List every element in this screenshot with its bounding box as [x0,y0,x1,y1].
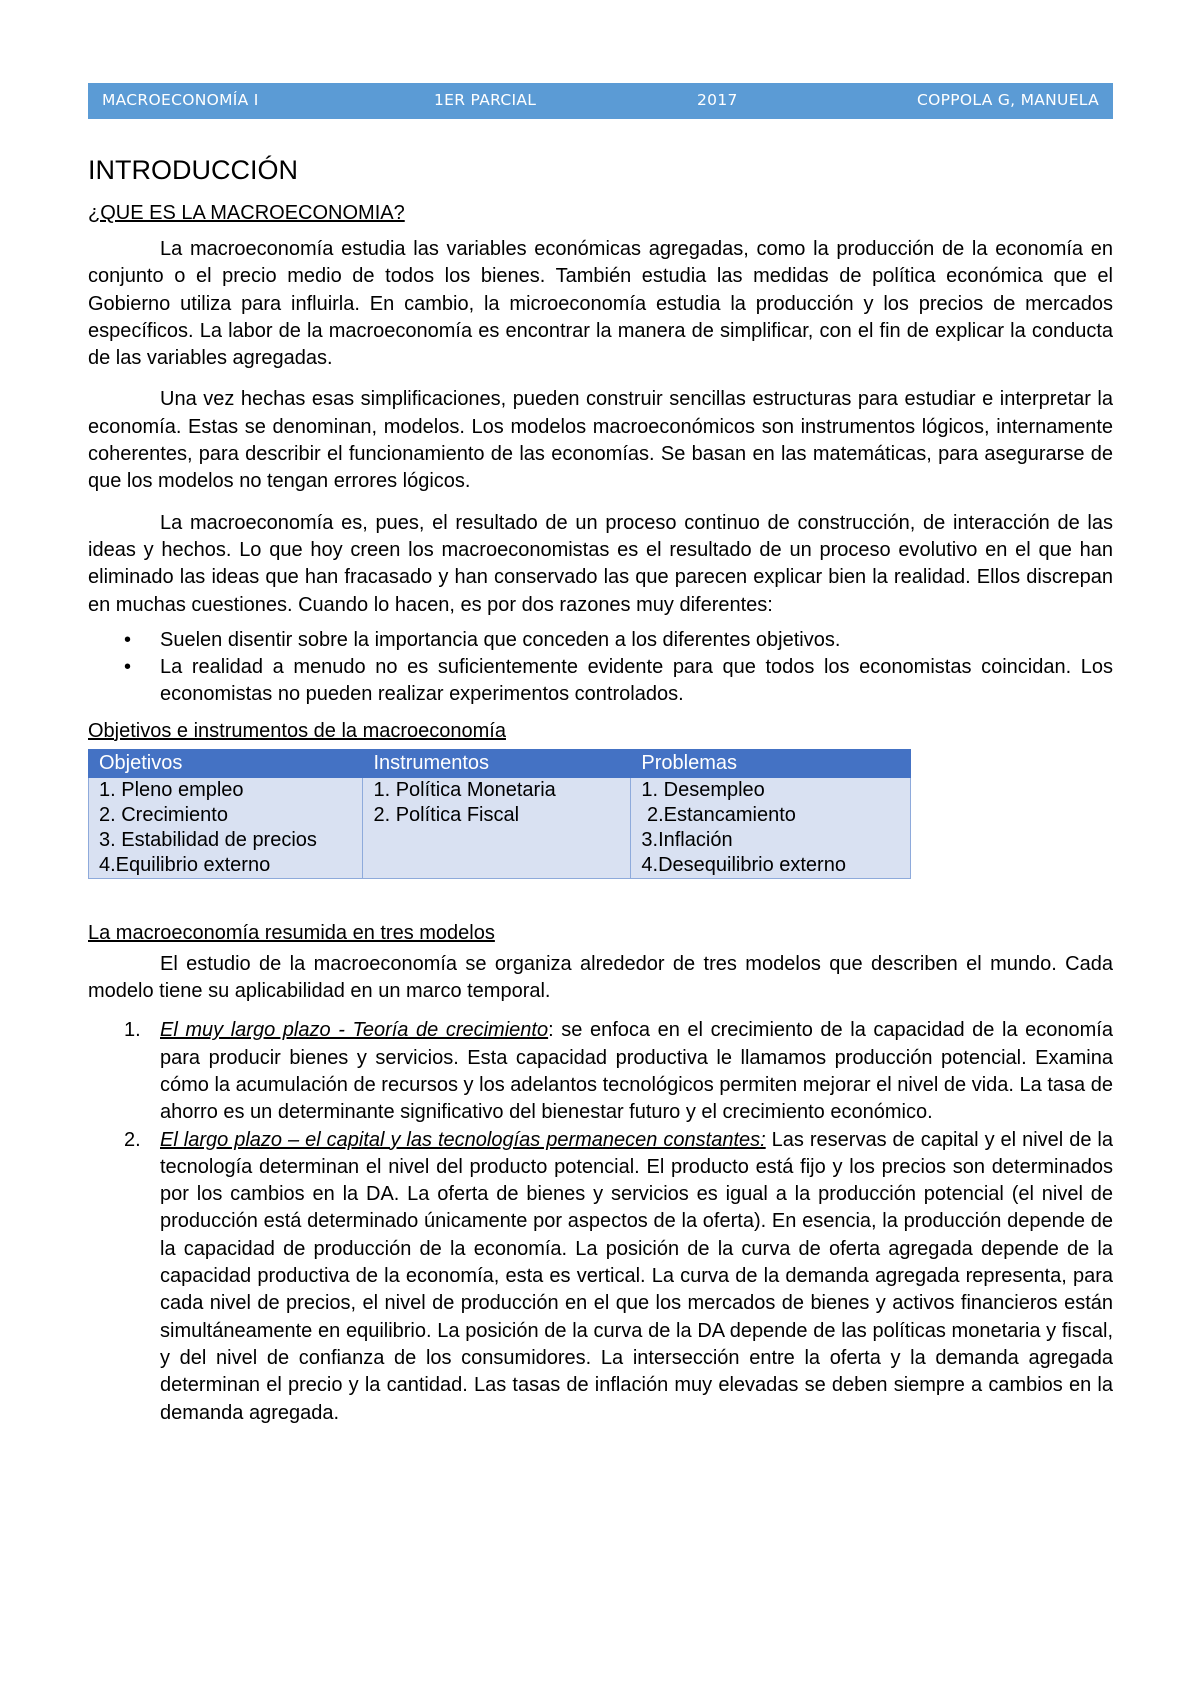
header-year: 2017 [697,91,738,109]
problema-item: 1. Desempleo [641,778,765,801]
objetivo-item: 1. Pleno empleo [99,778,244,801]
bullet-list [88,627,1113,709]
paragraph-1: La macroeconomía estudia las variables económicas agregadas, como la producción de la economía en conjunto o el precio medio de todos los bienes. También estudia las medidas de política económica que el Gobierno utiliza para influirla. En cambio, la microeconomía estudia la producción y los precios de mercados específicos. La labor de la macroeconomía es encontrar la manera de simplificar, con el fin de explicar la conducta de las variables agregadas. [88,238,1113,370]
model-term: El muy largo plazo - Teoría de crecimiento [160,1019,549,1042]
instrumento-item: 1. Política Monetaria [373,778,556,801]
objetivo-item: 2. Crecimiento [99,803,228,826]
page-header-bar [88,83,1113,119]
table-header-instrumentos: Instrumentos [363,749,631,777]
section-heading: ¿QUE ES LA MACROECONOMIA? [88,202,405,224]
table-row [89,777,911,878]
objetivo-item: 4.Equilibrio externo [99,853,271,876]
paragraph-2: Una vez hechas esas simplificaciones, pueden construir sencillas estructuras para estudiar e interpretar la economía. Estas se denominan, modelos. Los modelos macroeconómicos son instrumentos lógicos, internamente coherentes, para describir el funcionamiento de las economías. Se basan en las matemáticas, para asegurarse de que los modelos no tengan errores lógicos. [88,388,1113,493]
models-list [88,1017,1113,1426]
objetivos-cell [89,777,363,878]
instrumento-item: 2. Política Fiscal [373,803,520,826]
bullet-item: • Suelen disentir sobre la importancia que conceden a los diferentes objetivos. [160,627,1113,654]
objetivo-item: 3. Estabilidad de precios [99,828,317,851]
objectives-table [88,749,911,879]
table-header-objetivos: Objetivos [89,749,363,777]
instrumentos-cell [363,777,631,878]
header-author: COPPOLA G, MANUELA [916,91,1099,109]
model-item [124,1017,1113,1126]
model-item [124,1127,1113,1427]
document-body [88,152,1113,1427]
problemas-cell [631,777,911,878]
table-header-row [89,749,911,777]
model-description: : se enfoca en el crecimiento de la capacidad de la economía para producir bienes y servicios. Esta capacidad productiva le llamamos producción potencial. Examina cómo la acumulación de recursos y los adelantos tecnológicos permiten mejorar el nivel de vida. La tasa de ahorro es un determinante significativo del bienestar futuro y el crecimiento económico. [160,1019,1113,1124]
table-header-problemas: Problemas [631,749,911,777]
problema-item: 3.Inflación [641,828,733,851]
bullet-item: • La realidad a menudo no es suficientemente evidente para que todos los economistas coincidan. Los economistas no pueden realizar experimentos controlados. [160,654,1113,709]
problema-item: 4.Desequilibrio externo [641,853,846,876]
header-exam: 1ER PARCIAL [434,91,537,109]
model-number: 1. [124,1019,141,1042]
table-section-title: Objetivos e instrumentos de la macroeconomía [88,719,506,742]
page-title: INTRODUCCIÓN [88,155,298,185]
models-intro: El estudio de la macroeconomía se organiza alrededor de tres modelos que describen el mundo. Cada modelo tiene su aplicabilidad en un marco temporal. [88,952,1113,1003]
models-section-title: La macroeconomía resumida en tres modelos [88,921,495,944]
problema-item: 2.Estancamiento [641,803,796,826]
model-description: Las reservas de capital y el nivel de la tecnología determinan el nivel del producto potencial. El producto está fijo y los precios son determinados por los cambios en la DA. La oferta de bienes y servicios es igual a la producción potencial (el nivel de producción está determinado únicamente por aspectos de la oferta). En esencia, la producción depende de la capacidad de producción de la economía. La posición de la curva de oferta agregada depende de la capacidad productiva de la economía, esta es vertical. La curva de la demanda agregada representa, para cada nivel de precios, el nivel de producción en el que los mercados de bienes y activos financieros están simultáneamente en equilibrio. La posición de la curva de la DA depende de las políticas monetaria y fiscal, y del nivel de confianza de los consumidores. La intersección entre la oferta y la demanda agregada determinan el precio y la cantidad. Las tasas de inflación muy elevadas se deben siempre a cambios en la demanda agregada. [160,1128,1113,1424]
paragraph-3: La macroeconomía es, pues, el resultado de un proceso continuo de construcción, de interacción de las ideas y hechos. Lo que hoy creen los macroeconomistas es el resultado de un proceso evolutivo en el que han eliminado las ideas que han fracasado y han conservado las que parecen explicar bien la realidad. Ellos discrepan en muchas cuestiones. Cuando lo hacen, es por dos razones muy diferentes: [88,511,1113,616]
model-number: 2. [124,1128,141,1151]
header-course: MACROECONOMÍA I [102,91,259,109]
model-term: El largo plazo – el capital y las tecnologías permanecen constantes: [160,1128,766,1151]
